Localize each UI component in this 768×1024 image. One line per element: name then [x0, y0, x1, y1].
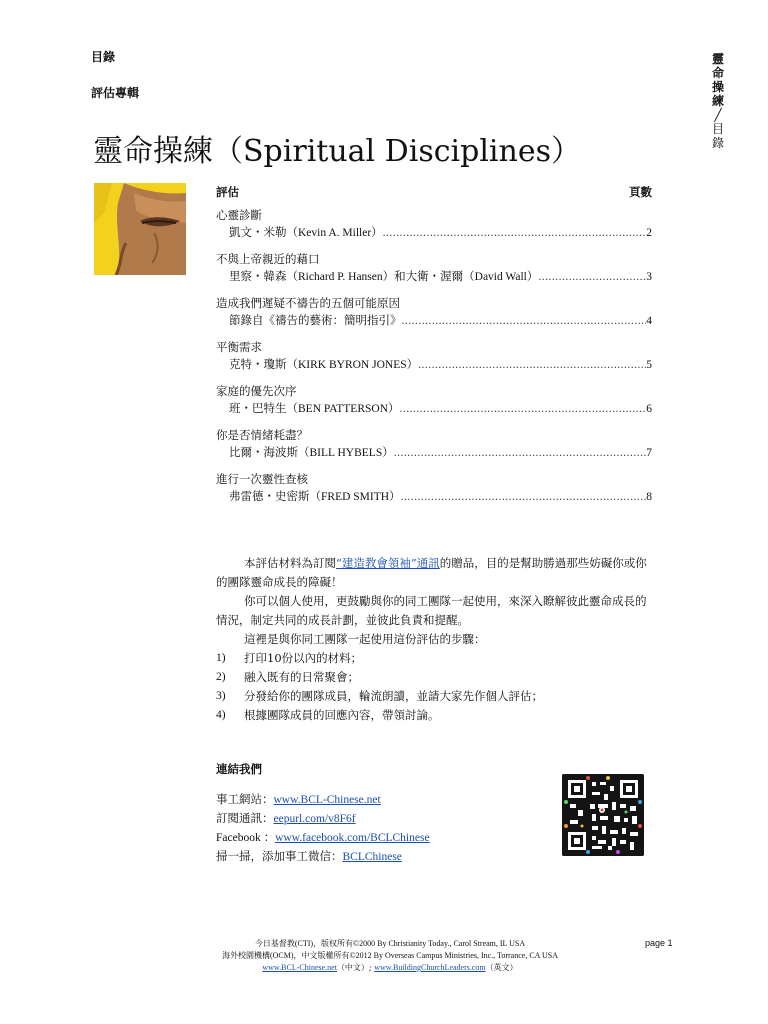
step-number: 4) — [216, 709, 226, 721]
leader-dots — [394, 444, 647, 462]
facebook-label: Facebook ： — [216, 832, 276, 844]
cover-photo — [94, 183, 186, 275]
contact-heading: 連結我們 — [216, 762, 262, 776]
building-church-leaders-link[interactable]: www.BuildingChurchLeaders.com — [374, 963, 486, 972]
step-text: 融入既有的日常聚會； — [244, 670, 359, 684]
contact-row — [216, 809, 430, 828]
facebook-link[interactable]: www.facebook.com/BCLChinese — [275, 832, 430, 844]
leader-dots — [400, 400, 647, 418]
footer-links — [180, 962, 600, 974]
toc-entry-author: 比爾・海波斯（BILL HYBELS） — [229, 447, 394, 459]
toc-entry-author-line — [216, 268, 652, 286]
page-number: page 1 — [645, 938, 673, 948]
toc-entry-title: 平衡需求 — [216, 340, 262, 354]
toc-entry-page: 5 — [646, 359, 652, 371]
contact-row — [216, 790, 430, 809]
toc-entry-page: 6 — [646, 403, 652, 415]
toc-entry-title: 你是否情緒耗盡？ — [216, 428, 308, 442]
steps-list — [216, 649, 656, 725]
toc-entry-author: 克特・瓊斯（KIRK BYRON JONES） — [229, 359, 419, 371]
intro-text: 本評估材料為訂閱 — [244, 556, 336, 570]
leader-dots — [401, 488, 647, 506]
subscribe-link[interactable]: eepurl.com/v8F6f — [273, 813, 356, 825]
leader-dots — [418, 356, 646, 374]
toc-entry-page: 3 — [646, 271, 652, 283]
toc-entry-page: 7 — [646, 447, 652, 459]
intro-paragraph — [216, 554, 656, 592]
table-of-contents — [216, 184, 652, 514]
toc-entry[interactable] — [216, 250, 652, 286]
leader-dots — [383, 224, 647, 242]
step-number: 3) — [216, 690, 226, 702]
toc-page-heading: 頁數 — [629, 185, 652, 199]
list-item — [216, 687, 656, 706]
toc-entry-title: 進行一次靈性查核 — [216, 472, 308, 486]
toc-entry-page: 2 — [646, 227, 652, 239]
toc-entry-title: 心靈診斷 — [216, 208, 262, 222]
list-item — [216, 706, 656, 725]
side-tab-char: 練 — [711, 94, 724, 108]
side-tab-char: 操 — [711, 80, 724, 94]
copyright-line: 今日基督教(CTI)，版权所有©2000 By Christianity Today., Carol Stream, IL USA — [254, 939, 526, 948]
toc-entry[interactable] — [216, 426, 652, 462]
toc-entry-title: 不與上帝親近的藉口 — [216, 252, 320, 266]
toc-entry-author-line — [216, 312, 652, 330]
toc-entry[interactable] — [216, 382, 652, 418]
footer-text: （中文）; — [336, 963, 375, 972]
copyright-line: 海外校園機構(OCM)，中文版權所有©2012 By Overseas Campus Ministries, Inc., Torrance, CA USA — [221, 951, 558, 960]
bcl-chinese-link[interactable]: www.BCL-Chinese.net — [262, 963, 337, 972]
side-tab-char: 錄 — [711, 136, 724, 150]
page-title: 靈命操練（Spiritual Disciplines） — [93, 134, 581, 169]
contact-row — [216, 828, 430, 847]
toc-entry-author: 弗雷德・史密斯（FRED SMITH） — [229, 491, 401, 503]
toc-entry-title: 家庭的優先次序 — [216, 384, 297, 398]
website-label: 事工網站： — [216, 792, 274, 806]
face-image — [94, 183, 186, 275]
toc-entry-author: 班・巴特生（BEN PATTERSON） — [229, 403, 400, 415]
step-text: 分發給你的團隊成員，輪流朗讀，並請大家先作個人評估； — [244, 689, 543, 703]
toc-entry-page: 8 — [646, 491, 652, 503]
toc-entry-author-line — [216, 224, 652, 242]
toc-entry[interactable] — [216, 294, 652, 330]
toc-header — [216, 184, 652, 206]
website-link[interactable]: www.BCL-Chinese.net — [273, 794, 381, 806]
toc-entry[interactable] — [216, 470, 652, 506]
toc-entry-page: 4 — [646, 315, 652, 327]
intro-paragraph: 你可以個人使用，更鼓勵與你的同工團隊一起使用，來深入瞭解彼此靈命成長的情況，制定共同的成長計劃，並彼此負責和提醒。 — [216, 594, 647, 627]
wechat-qr-code[interactable] — [562, 774, 644, 856]
newsletter-label: 訂閱通訊： — [216, 811, 274, 825]
wechat-link[interactable]: BCLChinese — [342, 851, 402, 863]
side-tab-char: 目 — [711, 122, 724, 136]
side-tab-separator: ╱ — [714, 108, 722, 122]
wechat-label: 掃一掃，添加事工微信： — [216, 849, 343, 863]
toc-entry-author-line — [216, 488, 652, 506]
toc-label: 目錄 — [91, 50, 116, 64]
toc-entry-author-line — [216, 444, 652, 462]
toc-entry-author: 節錄自《禱告的藝術：簡明指引》 — [229, 315, 402, 327]
contact-list — [216, 790, 430, 866]
intro-paragraph: 這裡是與你同工團隊一起使用這份評估的步驟： — [244, 632, 486, 646]
intro-section — [216, 554, 656, 725]
side-tab — [708, 52, 728, 150]
leader-dots — [538, 268, 646, 286]
toc-entry-title: 造成我們遲疑不禱告的五個可能原因 — [216, 296, 400, 310]
step-number: 1) — [216, 652, 226, 664]
newsletter-link[interactable]: “建造教會領袖”通訊 — [336, 556, 440, 570]
step-text: 打印10份以內的材料； — [244, 651, 363, 665]
list-item — [216, 649, 656, 668]
side-tab-char: 命 — [711, 66, 724, 80]
toc-entry-author: 凱文・米勒（Kevin A. Miller） — [229, 227, 383, 239]
toc-heading: 評估 — [216, 185, 239, 199]
intro-text: 的贈品，目的是幫助勝過那些妨礙你或你的團隊靈命成長的障礙！ — [216, 556, 647, 589]
toc-entry[interactable] — [216, 206, 652, 242]
contact-row — [216, 847, 430, 866]
section-label: 評估專輯 — [91, 86, 140, 100]
side-tab-char: 靈 — [711, 52, 724, 66]
toc-entry-author: 里察・韓森（Richard P. Hansen）和大衛・渥爾（David Wall） — [229, 271, 539, 283]
toc-entry-author-line — [216, 400, 652, 418]
footer — [180, 938, 600, 974]
qr-code-icon — [562, 774, 644, 856]
list-item — [216, 668, 656, 687]
toc-entry-author-line — [216, 356, 652, 374]
leader-dots — [402, 312, 647, 330]
footer-text: （英文） — [485, 963, 518, 972]
step-text: 根據團隊成員的回應內容，帶領討論。 — [244, 708, 440, 722]
step-number: 2) — [216, 671, 226, 683]
toc-entry[interactable] — [216, 338, 652, 374]
